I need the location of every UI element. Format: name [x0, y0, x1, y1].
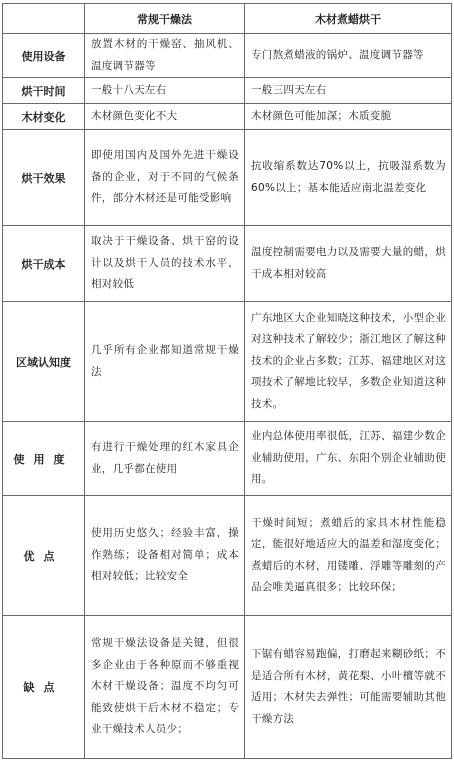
- cell-conventional: 一般十八天左右: [85, 78, 245, 104]
- cell-wax-boiling: 木材颜色可能加深；木质变脆: [245, 104, 452, 130]
- table-row: [3, 130, 452, 226]
- row-label: 烘干效果: [3, 130, 85, 226]
- cell-conventional: 木材颜色变化不大: [85, 104, 245, 130]
- header-conventional-drying: 常规干燥法: [85, 4, 245, 34]
- cell-wax-boiling: 干燥时间短；煮蜡后的家具木材性能稳定，能很好地适应大的温差和湿度变化；煮蜡后的木材，用镂雕、浮雕等雕刻的产品会唯美逼真很多；比较环保；: [245, 496, 452, 616]
- cell-wax-boiling: 下锯有蜡容易跑偏，打磨起来糊砂纸；不是适合所有木材，黄花梨、小叶檀等就不适用；木材失去弹性；可能需要辅助其他干燥方法: [245, 616, 452, 759]
- cell-conventional: 取决于干燥设备、烘干窑的设计以及烘干人员的技术水平，相对较低: [85, 226, 245, 302]
- cell-wax-boiling: 一般三四天左右: [245, 78, 452, 104]
- row-label: 区域认知度: [3, 302, 85, 422]
- header-row: [3, 4, 452, 34]
- header-corner: [3, 4, 85, 34]
- cell-conventional: 即使用国内及国外先进干燥设备的企业，对于不同的气候条件，部分木材还是可能受影响: [85, 130, 245, 226]
- cell-wax-boiling: 抗收缩系数达70%以上，抗吸湿系数为60%以上；基本能适应南北温差变化: [245, 130, 452, 226]
- row-label: 烘干时间: [3, 78, 85, 104]
- cell-wax-boiling: 专门熬煮蜡液的锅炉、温度调节器等: [245, 34, 452, 78]
- cell-conventional: 使用历史悠久；经验丰富，操作熟练；设备相对简单；成本相对较低；比较安全: [85, 496, 245, 616]
- table-row: [3, 78, 452, 104]
- cell-conventional: 几乎所有企业都知道常规干燥法: [85, 302, 245, 422]
- row-label: 使用度: [3, 422, 85, 496]
- row-label: 优点: [3, 496, 85, 616]
- table-row: [3, 34, 452, 78]
- cell-conventional: 常规干燥法设备是关键，但很多企业由于各种原而不够重视木材干燥设备；温度不均匀可能致使烘干后木材不稳定；专业干燥技术人员少；: [85, 616, 245, 759]
- row-label: 缺点: [3, 616, 85, 759]
- table-row: [3, 422, 452, 496]
- row-label: 使用设备: [3, 34, 85, 78]
- cell-wax-boiling: 温度控制需要电力以及需要大量的蜡，烘干成本相对较高: [245, 226, 452, 302]
- row-label: 木材变化: [3, 104, 85, 130]
- table-row: [3, 302, 452, 422]
- cell-conventional: 有进行干燥处理的红木家具企业，几乎都在使用: [85, 422, 245, 496]
- table-row: [3, 616, 452, 759]
- table-row: [3, 104, 452, 130]
- comparison-table: [2, 3, 452, 759]
- table-row: [3, 226, 452, 302]
- cell-conventional: 放置木材的干燥窑、抽风机、温度调节器等: [85, 34, 245, 78]
- header-wax-boiling-drying: 木材煮蜡烘干: [245, 4, 452, 34]
- cell-wax-boiling: 业内总体使用率很低，江苏、福建少数企业辅助使用，广东、东阳个别企业辅助使用。: [245, 422, 452, 496]
- row-label: 烘干成本: [3, 226, 85, 302]
- cell-wax-boiling: 广东地区大企业知晓这种技术，小型企业对这种技术了解较少；浙江地区了解这种技术的企业占多数；江苏、福建地区对这项技术了解地比较早，多数企业知道这种技术。: [245, 302, 452, 422]
- table-row: [3, 496, 452, 616]
